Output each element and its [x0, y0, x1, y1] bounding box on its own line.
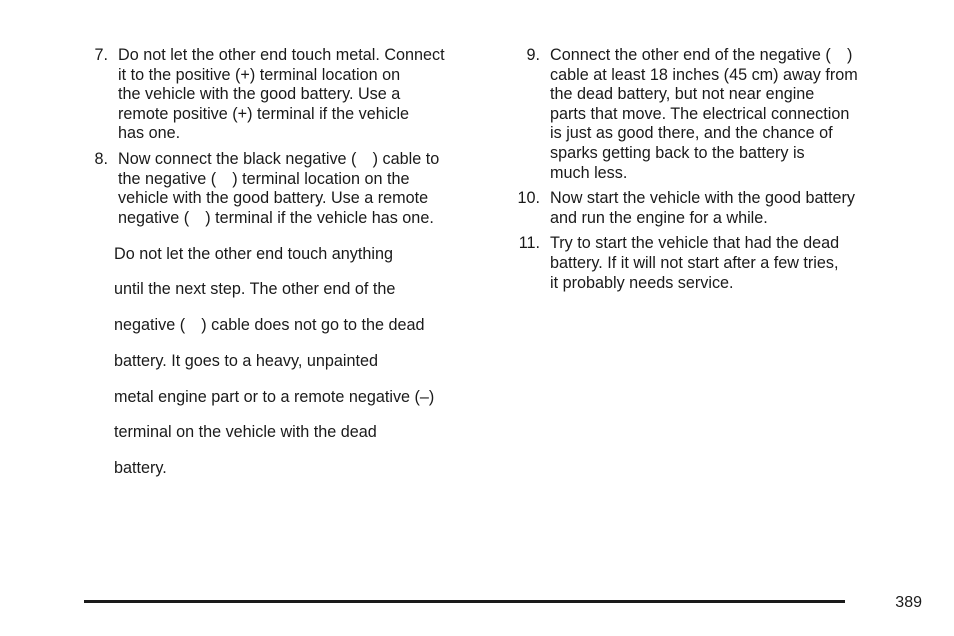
- list-item-8: [90, 150, 490, 228]
- text-line: parts that move. The electrical connection: [550, 104, 850, 123]
- text-line: Now connect the black negative ( ) cable to: [118, 149, 440, 168]
- list-item-10: [512, 189, 902, 228]
- text-line: and run the engine for a while.: [550, 208, 768, 227]
- text-line: the dead battery, but not near engine: [550, 85, 815, 104]
- text-line: metal engine part or to a remote negative (–): [114, 387, 435, 406]
- item-text: [90, 150, 490, 228]
- text-line: much less.: [550, 163, 628, 182]
- item-number: 11.: [518, 234, 540, 253]
- item-number: 9.: [526, 46, 540, 64]
- text-line: battery. It goes to a heavy, unpainted: [114, 351, 378, 370]
- text-line: the negative ( ) terminal location on the: [118, 169, 410, 188]
- text-line: terminal on the vehicle with the dead: [114, 423, 377, 442]
- text-line: negative ( ) cable does not go to the dead: [114, 316, 425, 335]
- item-text: [512, 189, 902, 228]
- text-line: battery. If it will not start after a few tries,: [550, 253, 839, 272]
- text-line: Connect the other end of the negative ( ): [550, 46, 853, 64]
- left-column: [90, 46, 490, 495]
- text-line: Now start the vehicle with the good battery: [550, 189, 856, 208]
- text-line: battery.: [114, 459, 167, 478]
- text-line: vehicle with the good battery. Use a remote: [118, 189, 429, 208]
- text-line: until the next step. The other end of the: [114, 280, 396, 299]
- text-line: remote positive (+) terminal if the vehicle: [118, 104, 410, 123]
- text-line: Try to start the vehicle that had the dead: [550, 234, 840, 253]
- item-text: [90, 46, 490, 144]
- text-line: it probably needs service.: [550, 273, 734, 292]
- right-column: [512, 46, 902, 299]
- text-line: negative ( ) terminal if the vehicle has one.: [118, 208, 434, 227]
- text-line: cable at least 18 inches (45 cm) away from: [550, 65, 858, 84]
- item-number: 10.: [517, 189, 540, 208]
- text-line: Do not let the other end touch anything: [114, 244, 393, 263]
- item-text: [512, 46, 902, 183]
- list-item-11: [512, 234, 902, 293]
- item-text: [512, 234, 902, 293]
- text-line: the vehicle with the good battery. Use a: [118, 85, 401, 104]
- note-paragraph: [114, 245, 490, 479]
- page-number: 389: [895, 594, 922, 611]
- text-line: Do not let the other end touch metal. Connect: [118, 46, 445, 64]
- list-item-9: [512, 46, 902, 183]
- text-line: sparks getting back to the battery is: [550, 143, 805, 162]
- list-item-7: [90, 46, 490, 144]
- text-line: has one.: [118, 124, 181, 143]
- text-line: is just as good there, and the chance of: [550, 124, 833, 143]
- footer-rule: [84, 600, 845, 603]
- item-number: 7.: [94, 46, 108, 64]
- text-line: it to the positive (+) terminal location on: [118, 65, 401, 84]
- item-number: 8.: [94, 149, 108, 168]
